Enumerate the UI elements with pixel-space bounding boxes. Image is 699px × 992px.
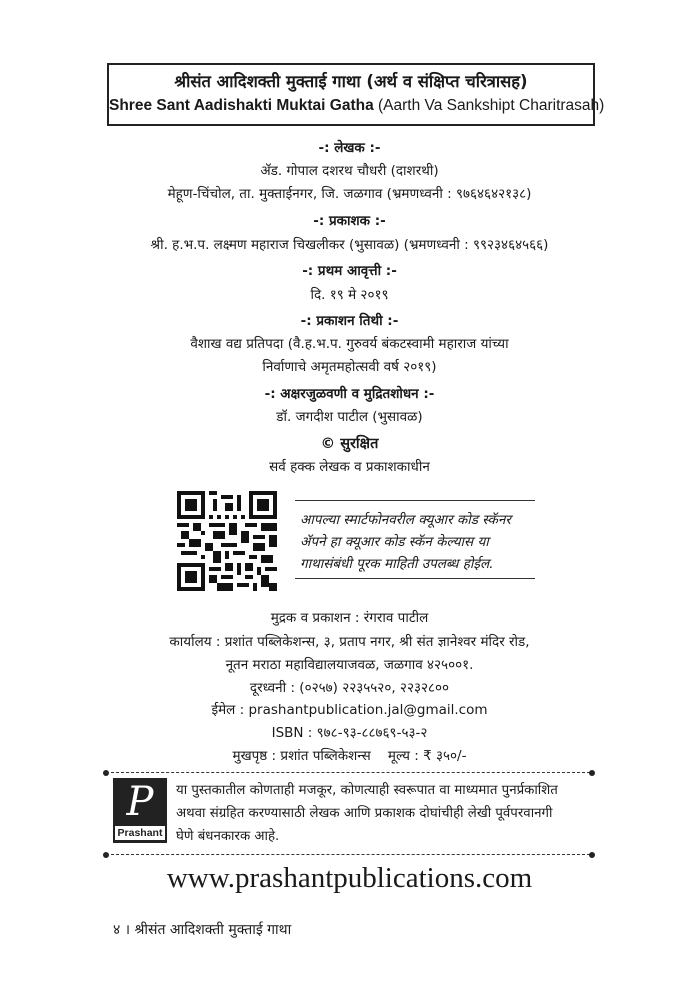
copyright-label: © सुरक्षित bbox=[320, 436, 379, 452]
office-line1: कार्यालय : प्रशांत पब्लिकेशन्स, ३, प्रताप नगर, श्री संत ज्ञानेश्वर मंदिर रोड, bbox=[169, 634, 530, 650]
edition-heading: -: प्रथम आवृत्ती :- bbox=[302, 263, 397, 279]
qr-code-icon bbox=[177, 491, 277, 591]
pubdate-heading: -: प्रकाशन तिथी :- bbox=[300, 313, 399, 329]
author-heading: -: लेखक :- bbox=[318, 140, 381, 156]
title-box bbox=[107, 63, 605, 126]
pubdate-line2: निर्वाणाचे अमृतमहोत्सवी वर्ष २०१९) bbox=[262, 359, 437, 375]
title-marathi: श्रीसंत आदिशक्ती मुक्ताई गाथा (अर्थ व संक्षिप्त चरित्रासह) bbox=[174, 72, 528, 91]
qr-caption-line1: आपल्या स्मार्टफोनवरील क्यूआर कोड स्कॅनर bbox=[300, 512, 511, 528]
page-footer: ४ । श्रीसंत आदिशक्ती मुक्ताई गाथा bbox=[113, 922, 292, 938]
author-address: मेहूण-चिंचोल, ता. मुक्ताईनगर, जि. जळगाव (भ्रमणध्वनी : ९७६४६४२१३८) bbox=[167, 186, 532, 202]
qr-bottom-rule bbox=[295, 578, 535, 579]
logo-letter: P bbox=[126, 779, 154, 825]
office-line2: नूतन मराठा महाविद्यालयाजवळ, जळगाव ४२५००१. bbox=[225, 657, 474, 673]
website-url[interactable]: www.prashantpublications.com bbox=[166, 862, 533, 894]
qr-caption bbox=[300, 509, 536, 575]
phone-line: दूरध्वनी : (०२५७) २२३५५२०, २२३२८०० bbox=[249, 680, 450, 696]
notice-line2: अथवा संग्रहित करण्यासाठी लेखक आणि प्रकाशक दोघांचीही लेखी पूर्वपरवानगी bbox=[176, 806, 553, 821]
typesetting-heading: -: अक्षरजुळवणी व मुद्रितशोधन :- bbox=[264, 386, 435, 402]
publisher-logo bbox=[113, 778, 167, 843]
qr-top-rule bbox=[295, 500, 535, 501]
cover-price-line: मुखपृष्ठ : प्रशांत पब्लिकेशन्स मूल्य : ₹ ३५०/- bbox=[232, 748, 467, 764]
qr-caption-line3: गाथासंबंधी पूरक माहिती उपलब्ध होईल. bbox=[300, 556, 494, 572]
logo-name: Prashant bbox=[115, 826, 165, 840]
notice-line1: या पुस्तकातील कोणताही मजकूर, कोणत्याही स्वरूपात वा माध्यमात पुनर्प्रकाशित bbox=[176, 783, 558, 798]
divider-dot-top-right bbox=[589, 770, 595, 776]
qr-caption-line2: ॲपने हा क्यूआर कोड स्कॅन केल्यास या bbox=[300, 534, 489, 550]
title-english bbox=[109, 94, 605, 118]
pubdate-line1: वैशाख वद्य प्रतिपदा (वै.ह.भ.प. गुरुवर्य बंकटस्वामी महाराज यांच्या bbox=[190, 336, 509, 352]
printer-line: मुद्रक व प्रकाशन : रंगराव पाटील bbox=[270, 610, 429, 626]
notice-line3: घेणे बंधनकारक आहे. bbox=[176, 829, 280, 844]
edition-date: दि. १९ मे २०१९ bbox=[310, 287, 389, 303]
divider-dot-top-left bbox=[103, 770, 109, 776]
author-name: ॲड. गोपाल दशरथ चौधरी (दाशरथी) bbox=[260, 163, 439, 179]
title-english-bold: Shree Sant Aadishakti Muktai Gatha bbox=[109, 97, 374, 114]
divider-dot-bottom-right bbox=[589, 852, 595, 858]
divider-bottom bbox=[106, 854, 590, 855]
divider-top bbox=[106, 772, 590, 773]
isbn-line: ISBN : ९७८-९३-८८७६९-५३-२ bbox=[271, 725, 428, 741]
email-line: ईमेल : prashantpublication.jal@gmail.com bbox=[211, 702, 488, 718]
copyright-rights: सर्व हक्क लेखक व प्रकाशकाधीन bbox=[269, 459, 430, 475]
publisher-name: श्री. ह.भ.प. लक्ष्मण महाराज चिखलीकर (भुसावळ) (भ्रमणध्वनी : ९९२३४६४५६६) bbox=[150, 237, 549, 253]
typesetting-name: डॉ. जगदीश पाटील (भुसावळ) bbox=[276, 409, 423, 425]
copyright-notice bbox=[176, 779, 596, 848]
divider-dot-bottom-left bbox=[103, 852, 109, 858]
title-english-rest: (Aarth Va Sankshipt Charitrasah) bbox=[373, 97, 605, 114]
publisher-heading: -: प्रकाशक :- bbox=[313, 213, 386, 229]
